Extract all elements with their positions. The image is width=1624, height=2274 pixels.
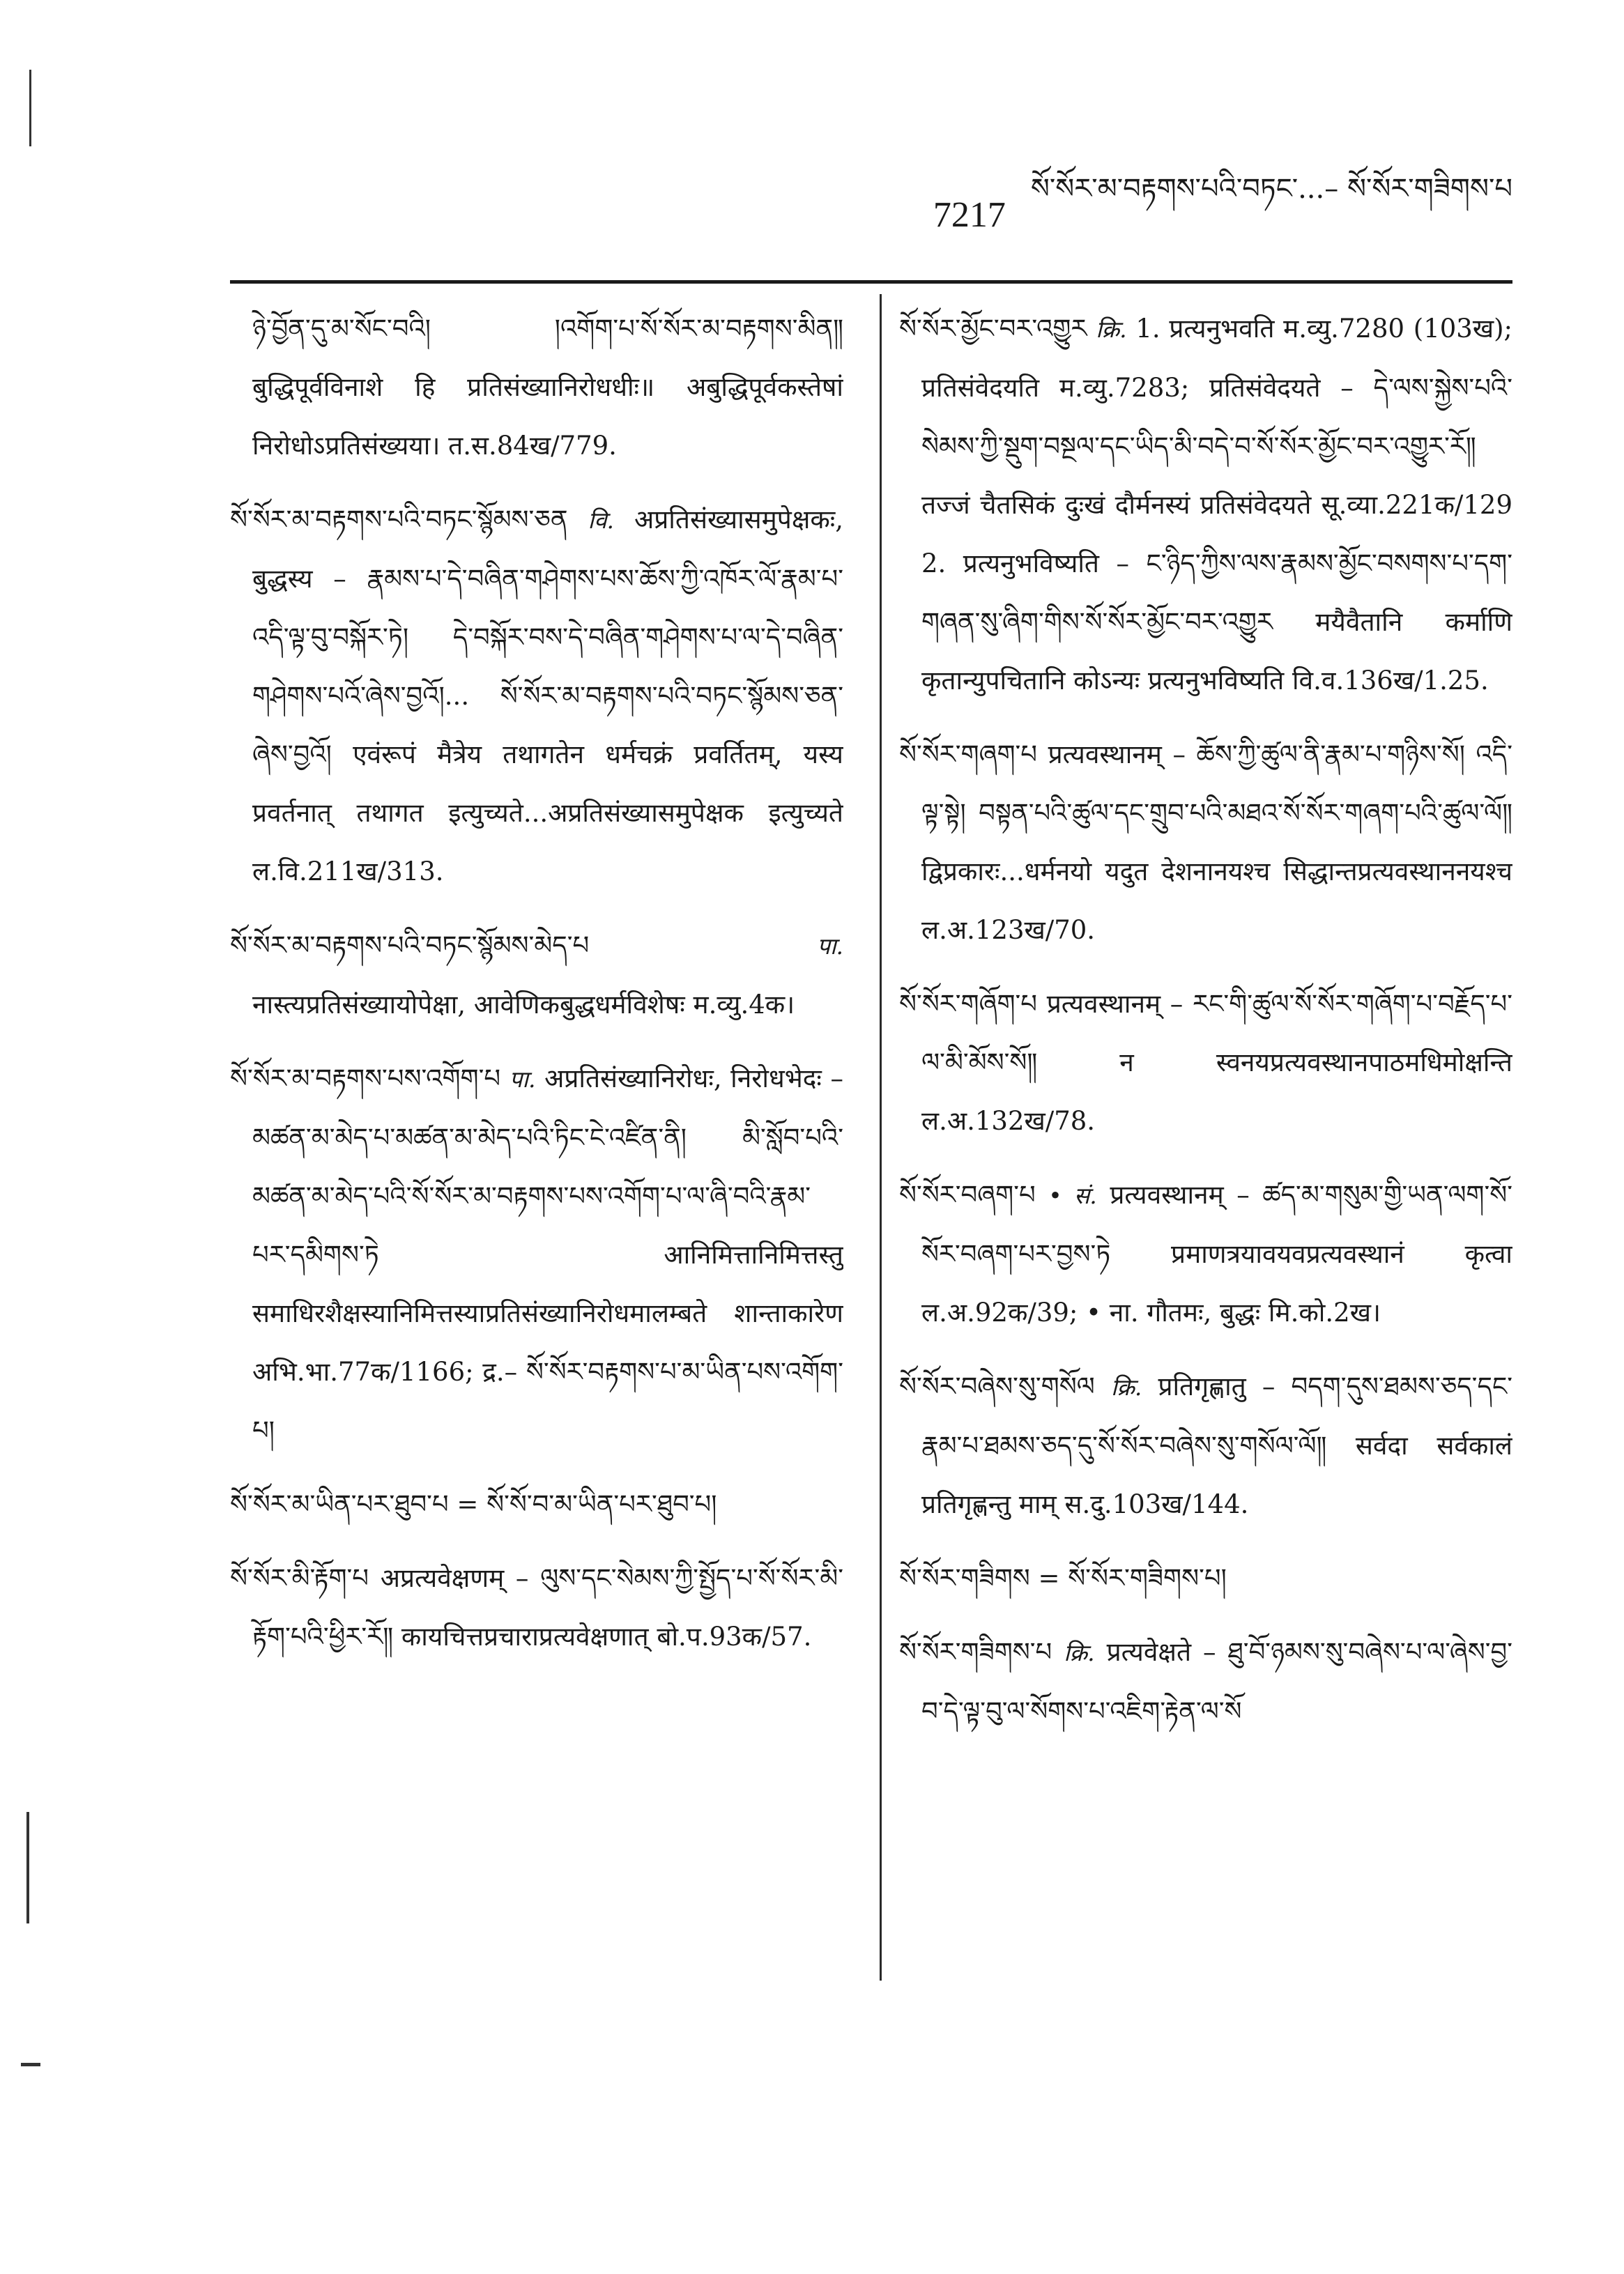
entry-headword: སོ་སོར་གཟིགས bbox=[899, 1563, 1030, 1593]
entry-body: 1. प्रत्यनुभवति म.व्यु.7280 (103ख); प्रतिसंवेदयति म.व्यु.7283; प्रतिसंवेदयते – དེ་ལས་སྐྱེས་པའི་སེམས་ཀྱི་སྡུག་བསྔལ་དང་ཡིད་མི་བདེ་བ་སོ་སོར་མྱོང་བར་འགྱུར་རོ༎ तज्जं चैतसिकं दुःखं दौर्मनस्यं प्रतिसंवेदयते सू.व्या.221क/129 2. प्रत्यनुभविष्यति – ང་ཉིད་ཀྱིས་ལས་རྣམས་མྱོང་བསགས་པ་དག་གཞན་སུ་ཞིག་གིས་སོ་སོར་མྱོང་བར་འགྱུར मयैवैतानि कर्माणि कृतान्युपचितानि कोऽन्यः प्रत्यनुभविष्यति वि.व.136ख/1.25. bbox=[921, 314, 1512, 696]
entry-headword: སོ་སོར་མ་བརྟགས་པས་འགོག་པ bbox=[230, 1063, 501, 1093]
dictionary-entry bbox=[899, 1166, 1512, 1342]
dictionary-entry bbox=[899, 1549, 1512, 1608]
entry-body: अप्रतिसंख्यानिरोधः, निरोधभेदः – མཚན་མ་མེད་པ་མཚན་མ་མེད་པའི་ཏིང་ངེ་འཛིན་ནི། མི་སློབ་པའི་མཚན་མ་མེད་པའི་སོ་སོར་མ་བརྟགས་པས་འགོག་པ་ལ་ཞི་བའི་རྣམ་པར་དམིགས་ཏེ आनिमित्तानिमित्तस्तु समाधिरशैक्षस्यानिमित्तस्याप्रतिसंख्यानिरोधमालम्बते शान्ताकारेण अभि.भा.77क/1166; द्र.– སོ་སོར་བརྟགས་པ་མ་ཡིན་པས་འགོག་པ། bbox=[252, 1063, 843, 1445]
entry-headword: སོ་སོར་གཟིགས་པ bbox=[899, 1637, 1052, 1667]
entry-headword: སོ་སོར་མ་བརྟགས་པའི་བཏང་སྙོམས་ཅན bbox=[230, 505, 568, 535]
entry-body: प्रत्यवस्थानम् – རང་གི་ཚུལ་སོ་སོར་གཞོག་པ་བརྗོད་པ་ལ་མི་མོས་སོ༎ न स्वनयप्रत्यवस्थानपाठमधिमोक्षन्ति ल.अ.132ख/78. bbox=[921, 989, 1512, 1136]
entry-body: = སོ་སོ་བ་མ་ཡིན་པར་ཐུབ་པ། bbox=[457, 1489, 717, 1519]
dictionary-entry bbox=[899, 300, 1512, 710]
right-column bbox=[899, 300, 1512, 1756]
page-header bbox=[230, 173, 1512, 236]
entry-body: = སོ་སོར་གཟིགས་པ། bbox=[1038, 1563, 1227, 1593]
dictionary-entry bbox=[230, 491, 843, 901]
entry-headword: སོ་སོར་མྱོང་བར་འགྱུར bbox=[899, 314, 1087, 344]
entry-headword: སོ་སོར་གཞོག་པ bbox=[899, 989, 1038, 1019]
entry-grammar-label: पा. bbox=[509, 1066, 536, 1093]
dictionary-entry bbox=[230, 916, 843, 1034]
dictionary-entry bbox=[899, 975, 1512, 1151]
dictionary-entry bbox=[899, 725, 1512, 960]
scan-artifact-mark bbox=[29, 70, 31, 146]
dictionary-entry bbox=[899, 1623, 1512, 1741]
scan-artifact-mark bbox=[21, 2063, 40, 2066]
entry-body: प्रत्यवस्थानम् – ཆོས་ཀྱི་ཚུལ་ནི་རྣམ་པ་གཉིས་སོ། འདི་ལྟ་སྟེ། བསྟན་པའི་ཚུལ་དང་གྲུབ་པའི་མཐའ་སོ་སོར་གཞག་པའི་ཚུལ་ལོ༎ द्विप्रकारः...धर्मनयो यदुत देशनानयश्च सिद्धान्तप्रत्यवस्थाननयश्च ल.अ.123ख/70. bbox=[921, 739, 1512, 945]
entry-body: प्रत्यवस्थानम् – ཚད་མ་གསུམ་གྱི་ཡན་ལག་སོ་སོར་བཞག་པར་བྱས་ཏེ प्रमाणत्रयावयवप्रत्यवस्थानं कृत्वा ल.अ.92क/39; • ना. गौतमः, बुद्धः मि.को.2ख। bbox=[921, 1180, 1512, 1328]
dictionary-entry bbox=[230, 1475, 843, 1534]
entry-body: नास्त्यप्रतिसंख्यायोपेक्षा, आवेणिकबुद्धधर्मविशेषः म.व्यु.4क। bbox=[252, 990, 795, 1020]
entry-grammar-label: क्रि. bbox=[1110, 1374, 1142, 1401]
dictionary-entry bbox=[230, 1050, 843, 1460]
page-number: 7217 bbox=[933, 195, 1006, 235]
scan-artifact-mark bbox=[26, 1812, 29, 1923]
entry-grammar-label: वि. bbox=[588, 507, 614, 534]
entry-body: ཉེ་བྱོན་དུ་མ་སོང་བའི། །འགོག་པ་སོ་སོར་མ་བརྟགས་མིན༎ बुद्धिपूर्वविनाशे हि प्रतिसंख्यानिरोधधीः॥ अबुद्धिपूर्वकस्तेषां निरोधोऽप्रतिसंख्यया। त.स.84ख/779. bbox=[252, 314, 843, 461]
entry-body: अप्रत्यवेक्षणम् – ལུས་དང་སེམས་ཀྱི་སྤྱོད་པ་སོ་སོར་མི་རྟོག་པའི་ཕྱིར་རོ༎ कायचित्तप्रचाराप्रत्यवेक्षणात् बो.प.93क/57. bbox=[252, 1563, 843, 1652]
entry-body: प्रत्यवेक्षते – ཐུ་བོ་ཉམས་སུ་བཞེས་པ་ལ་ཞེས་བྱ་བ་དེ་ལྟ་བུ་ལ་སོགས་པ་འཇིག་རྟེན་ལ་སོ bbox=[921, 1637, 1512, 1726]
entry-grammar-label: क्रि. bbox=[1064, 1639, 1095, 1666]
entry-grammar-label: क्रि. bbox=[1096, 316, 1127, 343]
dictionary-entry bbox=[230, 1549, 843, 1666]
entry-headword: སོ་སོར་མི་རྟོག་པ bbox=[230, 1563, 369, 1593]
column-divider bbox=[880, 294, 882, 1981]
entry-headword: སོ་སོར་བཞག་པ bbox=[899, 1180, 1036, 1210]
entry-headword: སོ་སོར་བཞེས་སུ་གསོལ bbox=[899, 1372, 1095, 1401]
entry-grammar-label: • सं. bbox=[1048, 1182, 1097, 1209]
dictionary-entry bbox=[899, 1358, 1512, 1534]
entry-continuation bbox=[230, 300, 843, 475]
header-entry-range: སོ་སོར་མ་བརྟགས་པའི་བཏང་...– སོ་སོར་གཟིགས་པ bbox=[1030, 173, 1512, 205]
left-column bbox=[230, 300, 843, 1682]
header-rule bbox=[230, 280, 1512, 284]
entry-headword: སོ་སོར་མ་ཡིན་པར་ཐུབ་པ bbox=[230, 1489, 449, 1519]
entry-headword: སོ་སོར་མ་བརྟགས་པའི་བཏང་སྙོམས་མེད་པ bbox=[230, 930, 590, 960]
entry-grammar-label: पा. bbox=[817, 932, 843, 960]
entry-body: प्रतिगृह्णातु – བདག་དུས་ཐམས་ཅད་དང་རྣམ་པ་ཐམས་ཅད་དུ་སོ་སོར་བཞེས་སུ་གསོལ་ལོ༎ सर्वदा सर्वकालं प्रतिगृह्णन्तु माम् स.दु.103ख/144. bbox=[921, 1372, 1512, 1519]
entry-body: अप्रतिसंख्यासमुपेक्षकः, बुद्धस्य – རྣམས་པ་དེ་བཞིན་གཤེགས་པས་ཆོས་ཀྱི་འཁོར་ལོ་རྣམ་པ་འདི་ལྟ་བུ་བསྐོར་ཏེ། དེ་བསྐོར་བས་དེ་བཞིན་གཤེགས་པ་ལ་དེ་བཞིན་གཤེགས་པའོ་ཞེས་བྱའོ།... སོ་སོར་མ་བརྟགས་པའི་བཏང་སྙོམས་ཅན་ཞེས་བྱའོ། एवंरूपं मैत्रेय तथागतेन धर्मचक्रं प्रवर्तितम्, यस्य प्रवर्तनात् तथागत इत्युच्यते...अप्रतिसंख्यासमुपेक्षक इत्युच्यते ल.वि.211ख/313. bbox=[252, 505, 843, 886]
entry-headword: སོ་སོར་གཞག་པ bbox=[899, 739, 1038, 769]
